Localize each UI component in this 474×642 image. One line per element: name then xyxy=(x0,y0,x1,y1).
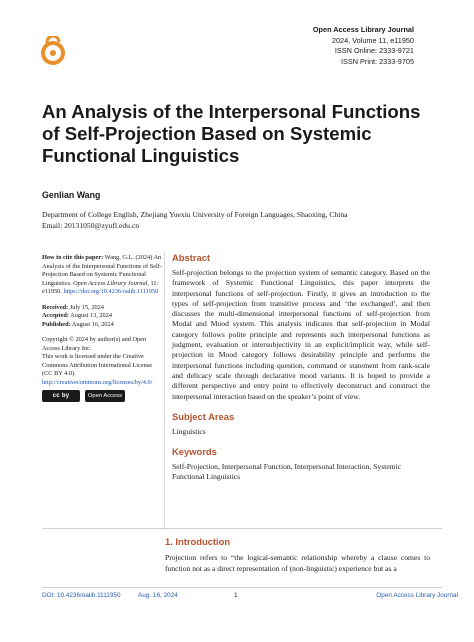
footer-journal: Open Access Library Journal xyxy=(376,592,458,599)
license-text: This work is licensed under the Creative Commons Attribution International License (CC BY 4.0). xyxy=(42,353,153,377)
open-access-badge: Open Access xyxy=(85,390,125,402)
oalib-logo-icon xyxy=(40,36,66,66)
keywords-text: Self-Projection, Interpersonal Function, Interpersonal Interaction, Systemic Functional Linguistics xyxy=(172,462,402,482)
cite-label: How to cite this paper: xyxy=(42,254,104,261)
article-info-sidebar xyxy=(42,254,164,402)
subject-areas-text: Linguistics xyxy=(172,426,206,436)
license-link[interactable]: http://creativecommons.org/licenses/by/4.0/ xyxy=(42,378,153,386)
column-divider xyxy=(164,252,165,530)
issn-print: ISSN Print: 2333-9705 xyxy=(340,56,414,66)
published-date: Published: August 16, 2024 xyxy=(42,320,114,328)
subject-areas-section xyxy=(172,411,430,437)
abstract-text: Self-projection belongs to the projection system of semantic category. Based on the framework of Systemic Functional Linguistics, this paper interprets the interpersonal functions of self-projection. Firstly, it gives an introduction to the types of self-projection from transitive process and ‘the exchanged’, and then discusses the multi-dimensional interpersonal functions of self-projection from Modal and Mood system. This analysis indicates that self-projection in Modal category follows polite principle and represents such interpersonal functions as judgment, evaluation or intersubjectivity in an explicit/implicit way, while self-projection in Mood category follows desirability principle and performs the interpersonal functions including question, command or statement from rank-scale and delicacy scale through declarative mood variants. It is hoped to provide a different perspective and entry point to effectively deconstruct and construct the interpersonal interaction based on the speaker’s point of view. xyxy=(172,268,430,401)
abstract-section xyxy=(172,252,430,402)
introduction-heading: 1. Introduction xyxy=(165,536,231,547)
keywords-section xyxy=(172,446,430,483)
footer-divider xyxy=(42,587,442,588)
affiliation: Department of College English, Zhejiang Yuexiu University of Foreign Languages, Shaoxing, China xyxy=(42,210,348,219)
cite-journal: Open Access Library Journal, xyxy=(71,279,149,287)
accepted-date: Accepted: August 13, 2024 xyxy=(42,312,112,319)
footer-doi[interactable]: DOI: 10.4236/oalib.1111950 xyxy=(42,592,121,599)
paper-title: An Analysis of the Interpersonal Functions of Self-Projection Based on Systemic Functional Linguistics xyxy=(42,101,421,166)
author-name: Genlian Wang xyxy=(42,190,101,200)
affiliation-block xyxy=(42,210,442,231)
page-number: 1 xyxy=(234,592,238,599)
issn-online: ISSN Online: 2333-9721 xyxy=(334,46,414,56)
copyright: Copyright © 2024 by author(s) and Open Access Library Inc. xyxy=(42,336,147,352)
cc-by-badge[interactable]: cc by xyxy=(42,390,80,402)
keywords-heading: Keywords xyxy=(172,446,217,458)
subject-areas-heading: Subject Areas xyxy=(172,410,235,422)
cite-vol: 11: e11950. xyxy=(42,279,159,295)
journal-volume: 2024, Volume 11, e11950 xyxy=(331,35,414,45)
cite-text: Wang, G.L. (2024) An Analysis of the Interpersonal Functions of Self-Projection Based on Systemic Functional Linguistics. xyxy=(42,254,162,287)
section-divider xyxy=(42,528,442,529)
doi-link[interactable]: https://doi.org/10.4236/oalib.1111950 xyxy=(63,288,159,295)
received-date: Received: July 15, 2024 xyxy=(42,303,104,311)
email: Email: 20131050@zyufl.edu.cn xyxy=(42,220,140,230)
abstract-heading: Abstract xyxy=(172,252,211,263)
citation xyxy=(42,254,164,297)
introduction-text: Projection refers to “the logical-semantic relationship whereby a clause comes to function not as a direct representation of (non-linguistic) experience but as a xyxy=(165,553,430,573)
journal-header xyxy=(313,25,414,67)
journal-name: Open Access Library Journal xyxy=(312,25,414,34)
footer-date: Aug. 16, 2024 xyxy=(138,592,178,599)
license-badges xyxy=(42,390,164,402)
main-column xyxy=(172,252,430,492)
